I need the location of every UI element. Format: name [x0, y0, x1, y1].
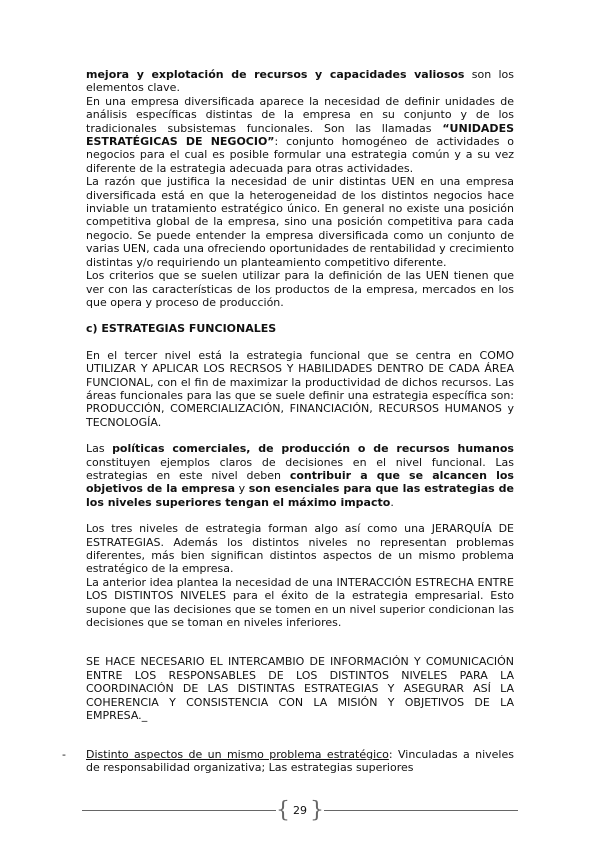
paragraph-interaction: La anterior idea plantea la necesidad de una INTERACCIÓN ESTRECHA ENTRE LOS DISTINTOS NIVELES para el éxito de la estrategia empresarial. Esto supone que las decisiones que se tomen en un nivel superior condicionan las decisiones que se toman en niveles inferiores.	[86, 575, 514, 630]
text: : Vinculadas a niveles de responsabilidad organizativa; Las estrategias superiores	[86, 748, 514, 775]
paragraph-hierarchy: Los tres niveles de estrategia forman algo así como una JERARQUÍA DE ESTRATEGIAS. Además los distintos niveles no representan problemas diferentes, más bien significan distintos aspectos de un mismo problema estratégico de la empresa.	[86, 522, 514, 576]
page-footer	[82, 796, 518, 826]
bold-text: políticas comerciales, de producción o de recursos humanos	[112, 442, 514, 456]
text: En una empresa diversificada aparece la necesidad de definir unidades de análisis específicas distintas de la empresa en su conjunto y de los tradicionales subsistemas funcionales. Son las llamadas	[86, 94, 514, 135]
paragraph-functional-strategy: En el tercer nivel está la estrategia funcional que se centra en COMO UTILIZAR Y APLICAR LOS RECRSOS Y HABILIDADES DENTRO DE CADA ÁREA FUNCIONAL, con el fin de maximizar la productividad de dichos recursos. Las áreas funcionales para las que se suele definir una estrategia específica son: PRODUCCIÓN, COMERCIALIZACIÓN, FINANCIACIÓN, RECURSOS HUMANOS y TECNOLOGÍA.	[86, 348, 514, 429]
page-number: 29	[293, 804, 307, 817]
text: _	[141, 709, 148, 723]
text: y	[235, 482, 249, 496]
paragraph-uen-criteria: Los criterios que se suelen utilizar para la definición de las UEN tienen que ver con las características de los productos de la empresa, mercados en los que opera y proceso de producción.	[86, 269, 514, 309]
text: SE HACE NECESARIO EL INTERCAMBIO DE INFORMACIÓN Y COMUNICACIÓN ENTRE LOS RESPONSABLES DE LOS DISTINTOS NIVELES PARA LA COORDINACIÓN DE LAS DISTINTAS ESTRATEGIAS Y ASEGURAR ASÍ LA COHERENCIA Y CONSISTENCIA CON LA MISIÓN Y OBJETIVOS DE LA EMPRESA.	[86, 655, 514, 723]
text: : conjunto homogéneo de actividades o negocios para el cual es posible formular una estrategia común y a su vez diferente de la estrategia adecuada para otras actividades.	[86, 135, 514, 175]
bold-text: mejora y explotación de recursos y capacidades valiosos	[86, 68, 465, 81]
footer-brace-right: }	[310, 798, 324, 823]
text: constituyen ejemplos claros de decisiones en el nivel funcional. Las estrategias en este nivel deben	[86, 455, 514, 482]
paragraph-uen-definition	[86, 95, 514, 175]
bold-text: contribuir a que se alcancen los objetivos de la empresa	[86, 468, 514, 496]
footer-rule-right	[324, 810, 518, 811]
document-body	[86, 68, 514, 722]
text: Las	[86, 442, 113, 456]
paragraph-resources	[86, 68, 514, 95]
bold-text: son esenciales para que las estrategias de los niveles superiores tengan el máximo impacto	[86, 482, 514, 509]
paragraph-communication	[86, 655, 514, 722]
paragraph-functional-policies	[86, 442, 514, 509]
section-heading: c) ESTRATEGIAS FUNCIONALES	[86, 322, 277, 336]
footer-brace-left: {	[276, 798, 290, 823]
bullet-text	[86, 748, 514, 775]
bold-text: “UNIDADES ESTRATÉGICAS DE NEGOCIO”	[86, 121, 514, 149]
bullet-dash: -	[62, 748, 66, 761]
bullet-item	[62, 748, 514, 775]
text: .	[390, 495, 394, 509]
underlined-text: Distinto aspectos de un mismo problema estratégico	[86, 748, 389, 761]
text: son los elementos clave.	[86, 68, 514, 95]
paragraph-uen-reason: La razón que justifica la necesidad de unir distintas UEN en una empresa diversificada está en que la heterogeneidad de los distintos negocios hace inviable un tratamiento estratégico único. En general no existe una posición competitiva global de la empresa, sino una posición competitiva para cada negocio. Se puede entender la empresa diversificada como un conjunto de varias UEN, cada una ofreciendo oportunidades de rentabilidad y crecimiento distintas y/o requiriendo un planteamiento competitivo diferente.	[86, 175, 514, 269]
